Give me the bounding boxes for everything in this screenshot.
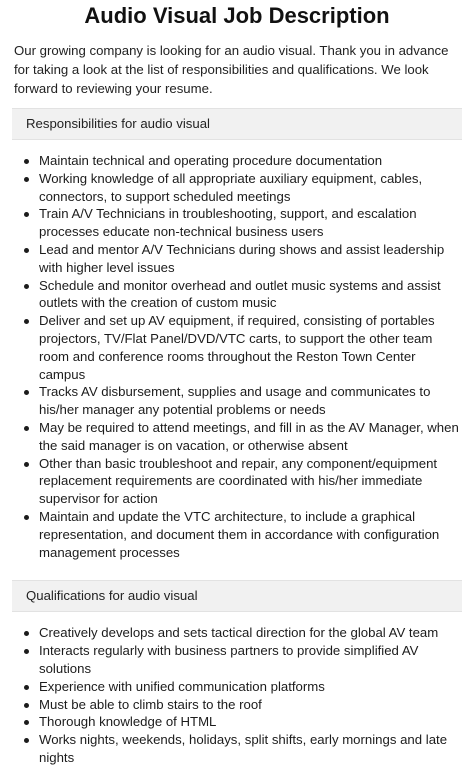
list-item-text: Other than basic troubleshoot and repair, any component/equipment replacement requirements are coordinated with his/her immediate supervisor for action [39,455,438,507]
list-item [39,678,462,696]
list-item [39,170,462,206]
list-item [39,205,462,241]
bullet-icon [24,390,29,395]
responsibilities-section-header: Responsibilities for audio visual [12,108,462,140]
list-item-text: Interacts regularly with business partners to provide simplified AV solutions [39,643,419,676]
list-item-text: May be required to attend meetings, and fill in as the AV Manager, when the said manager is on vacation, or otherwise absent [39,419,459,453]
list-item-text: Must be able to climb stairs to the roof [39,696,262,712]
bullet-icon [24,631,29,636]
list-item [39,731,462,767]
page-title: Audio Visual Job Description [84,3,390,28]
list-item [39,241,462,277]
bullet-icon [24,738,29,743]
bullet-icon [24,426,29,431]
list-item [39,642,462,678]
list-item [39,696,462,714]
bullet-icon [24,212,29,217]
bullet-icon [24,515,29,520]
bullet-icon [24,462,29,467]
list-item [39,419,462,455]
list-item-text: Train A/V Technicians in troubleshooting, support, and escalation processes educate non-technical business users [39,206,417,240]
qualifications-list [12,624,462,766]
list-item-text: Maintain technical and operating procedure documentation [39,153,383,168]
list-item-text: Thorough knowledge of HTML [39,714,217,730]
list-item-text: Working knowledge of all appropriate auxiliary equipment, cables, connectors, to support scheduled meetings [39,170,423,204]
list-item [39,277,462,313]
qualifications-section-header: Qualifications for audio visual [12,580,462,612]
list-item-text: Creatively develops and sets tactical direction for the global AV team [39,625,439,641]
responsibilities-list [12,152,462,561]
list-item [39,455,462,508]
intro-paragraph: Our growing company is looking for an audio visual. Thank you in advance for taking a look at the list of responsibilities and qualifications. We look forward to reviewing your resume. [14,43,449,96]
list-item-text: Lead and mentor A/V Technicians during shows and assist leadership with higher level issues [39,241,445,275]
list-item-text: Tracks AV disbursement, supplies and usage and communicates to his/her manager any potential problems or needs [39,384,431,418]
list-item [39,713,462,731]
list-item-text: Experience with unified communication platforms [39,678,325,694]
list-item-text: Works nights, weekends, holidays, split shifts, early mornings and late nights [39,732,448,765]
list-item [39,152,462,170]
bullet-icon [24,685,29,690]
list-item [39,508,462,561]
bullet-icon [24,703,29,708]
list-item-text: Schedule and monitor overhead and outlet music systems and assist outlets with the creation of custom music [39,277,441,311]
bullet-icon [24,248,29,253]
bullet-icon [24,649,29,654]
bullet-icon [24,720,29,725]
list-item [39,624,462,642]
bullet-icon [24,177,29,182]
bullet-icon [24,319,29,324]
bullet-icon [24,159,29,164]
list-item [39,312,462,383]
list-item-text: Maintain and update the VTC architecture, to include a graphical representation, and document them in accordance with configuration management processes [39,508,440,560]
bullet-icon [24,284,29,289]
list-item [39,383,462,419]
list-item-text: Deliver and set up AV equipment, if required, consisting of portables projectors, TV/Flat Panel/DVD/VTC carts, to support the other team room and conference rooms throughout the Reston Town Center campus [39,313,435,382]
